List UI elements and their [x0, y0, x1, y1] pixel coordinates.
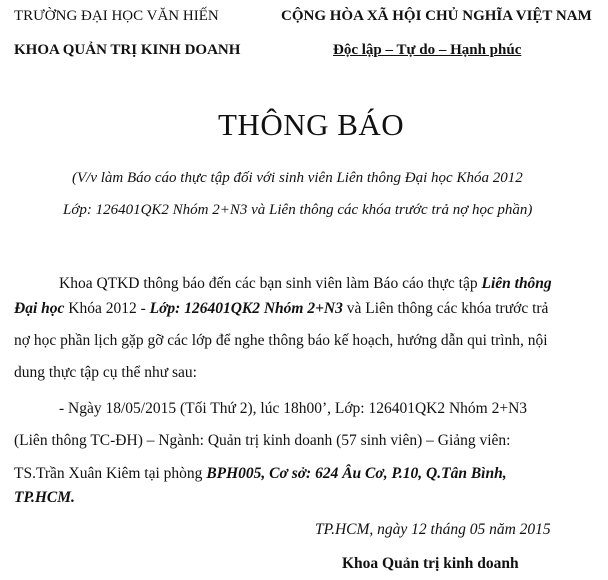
country-name: CỘNG HÒA XÃ HỘI CHỦ NGHĨA VIỆT NAM [281, 8, 592, 24]
class-code: Lớp: 126401QK2 Nhóm 2+N3 [149, 300, 343, 317]
para1-emphasis: Đại học [14, 300, 65, 317]
para2-line4: TP.HCM. [14, 489, 75, 506]
page-title: THÔNG BÁO [218, 107, 405, 142]
para2-line2: (Liên thông TC-ĐH) – Ngành: Quản trị kinh doanh (57 sinh viên) – Giảng viên: [14, 432, 511, 449]
para1-line3: nợ học phần lịch gặp gỡ các lớp để nghe thông báo kế hoạch, hướng dẫn qui trình, nội [14, 332, 548, 349]
national-motto [333, 42, 521, 59]
signing-unit: Khoa Quản trị kinh doanh [342, 555, 519, 572]
para1-text: Khóa 2012 - [64, 300, 150, 317]
para1-text: và Liên thông các khóa trước trả [342, 300, 549, 317]
faculty-name: KHOA QUẢN TRỊ KINH DOANH [14, 42, 241, 58]
para1-text: Khoa QTKD thông báo đến các bạn sinh viên làm Báo cáo thực tập [59, 275, 482, 292]
para2-line1: - Ngày 18/05/2015 (Tối Thứ 2), lúc 18h00’, Lớp: 126401QK2 Nhóm 2+N3 [59, 400, 528, 417]
para2-line3 [14, 458, 507, 490]
subtitle-line1: (V/v làm Báo cáo thực tập đối với sinh viên Liên thông Đại học Khóa 2012 [72, 170, 523, 186]
para1-line2 [14, 293, 548, 325]
place-date: TP.HCM, ngày 12 tháng 05 năm 2015 [315, 521, 551, 538]
para1-emphasis: Liên thông [481, 275, 552, 292]
para1-line4: dung thực tập cụ thể như sau: [14, 364, 197, 381]
school-name: TRƯỜNG ĐẠI HỌC VĂN HIẾN [14, 8, 219, 24]
subtitle-line2: Lớp: 126401QK2 Nhóm 2+N3 và Liên thông các khóa trước trả nợ học phần) [63, 202, 533, 218]
para2-text: TS.Trần Xuân Kiêm tại phòng [14, 465, 207, 482]
room-location: BPH005, Cơ sở: 624 Âu Cơ, P.10, Q.Tân Bình, [206, 465, 507, 482]
national-motto-text: Độc lập – Tự do – Hạnh phúc [333, 42, 522, 58]
